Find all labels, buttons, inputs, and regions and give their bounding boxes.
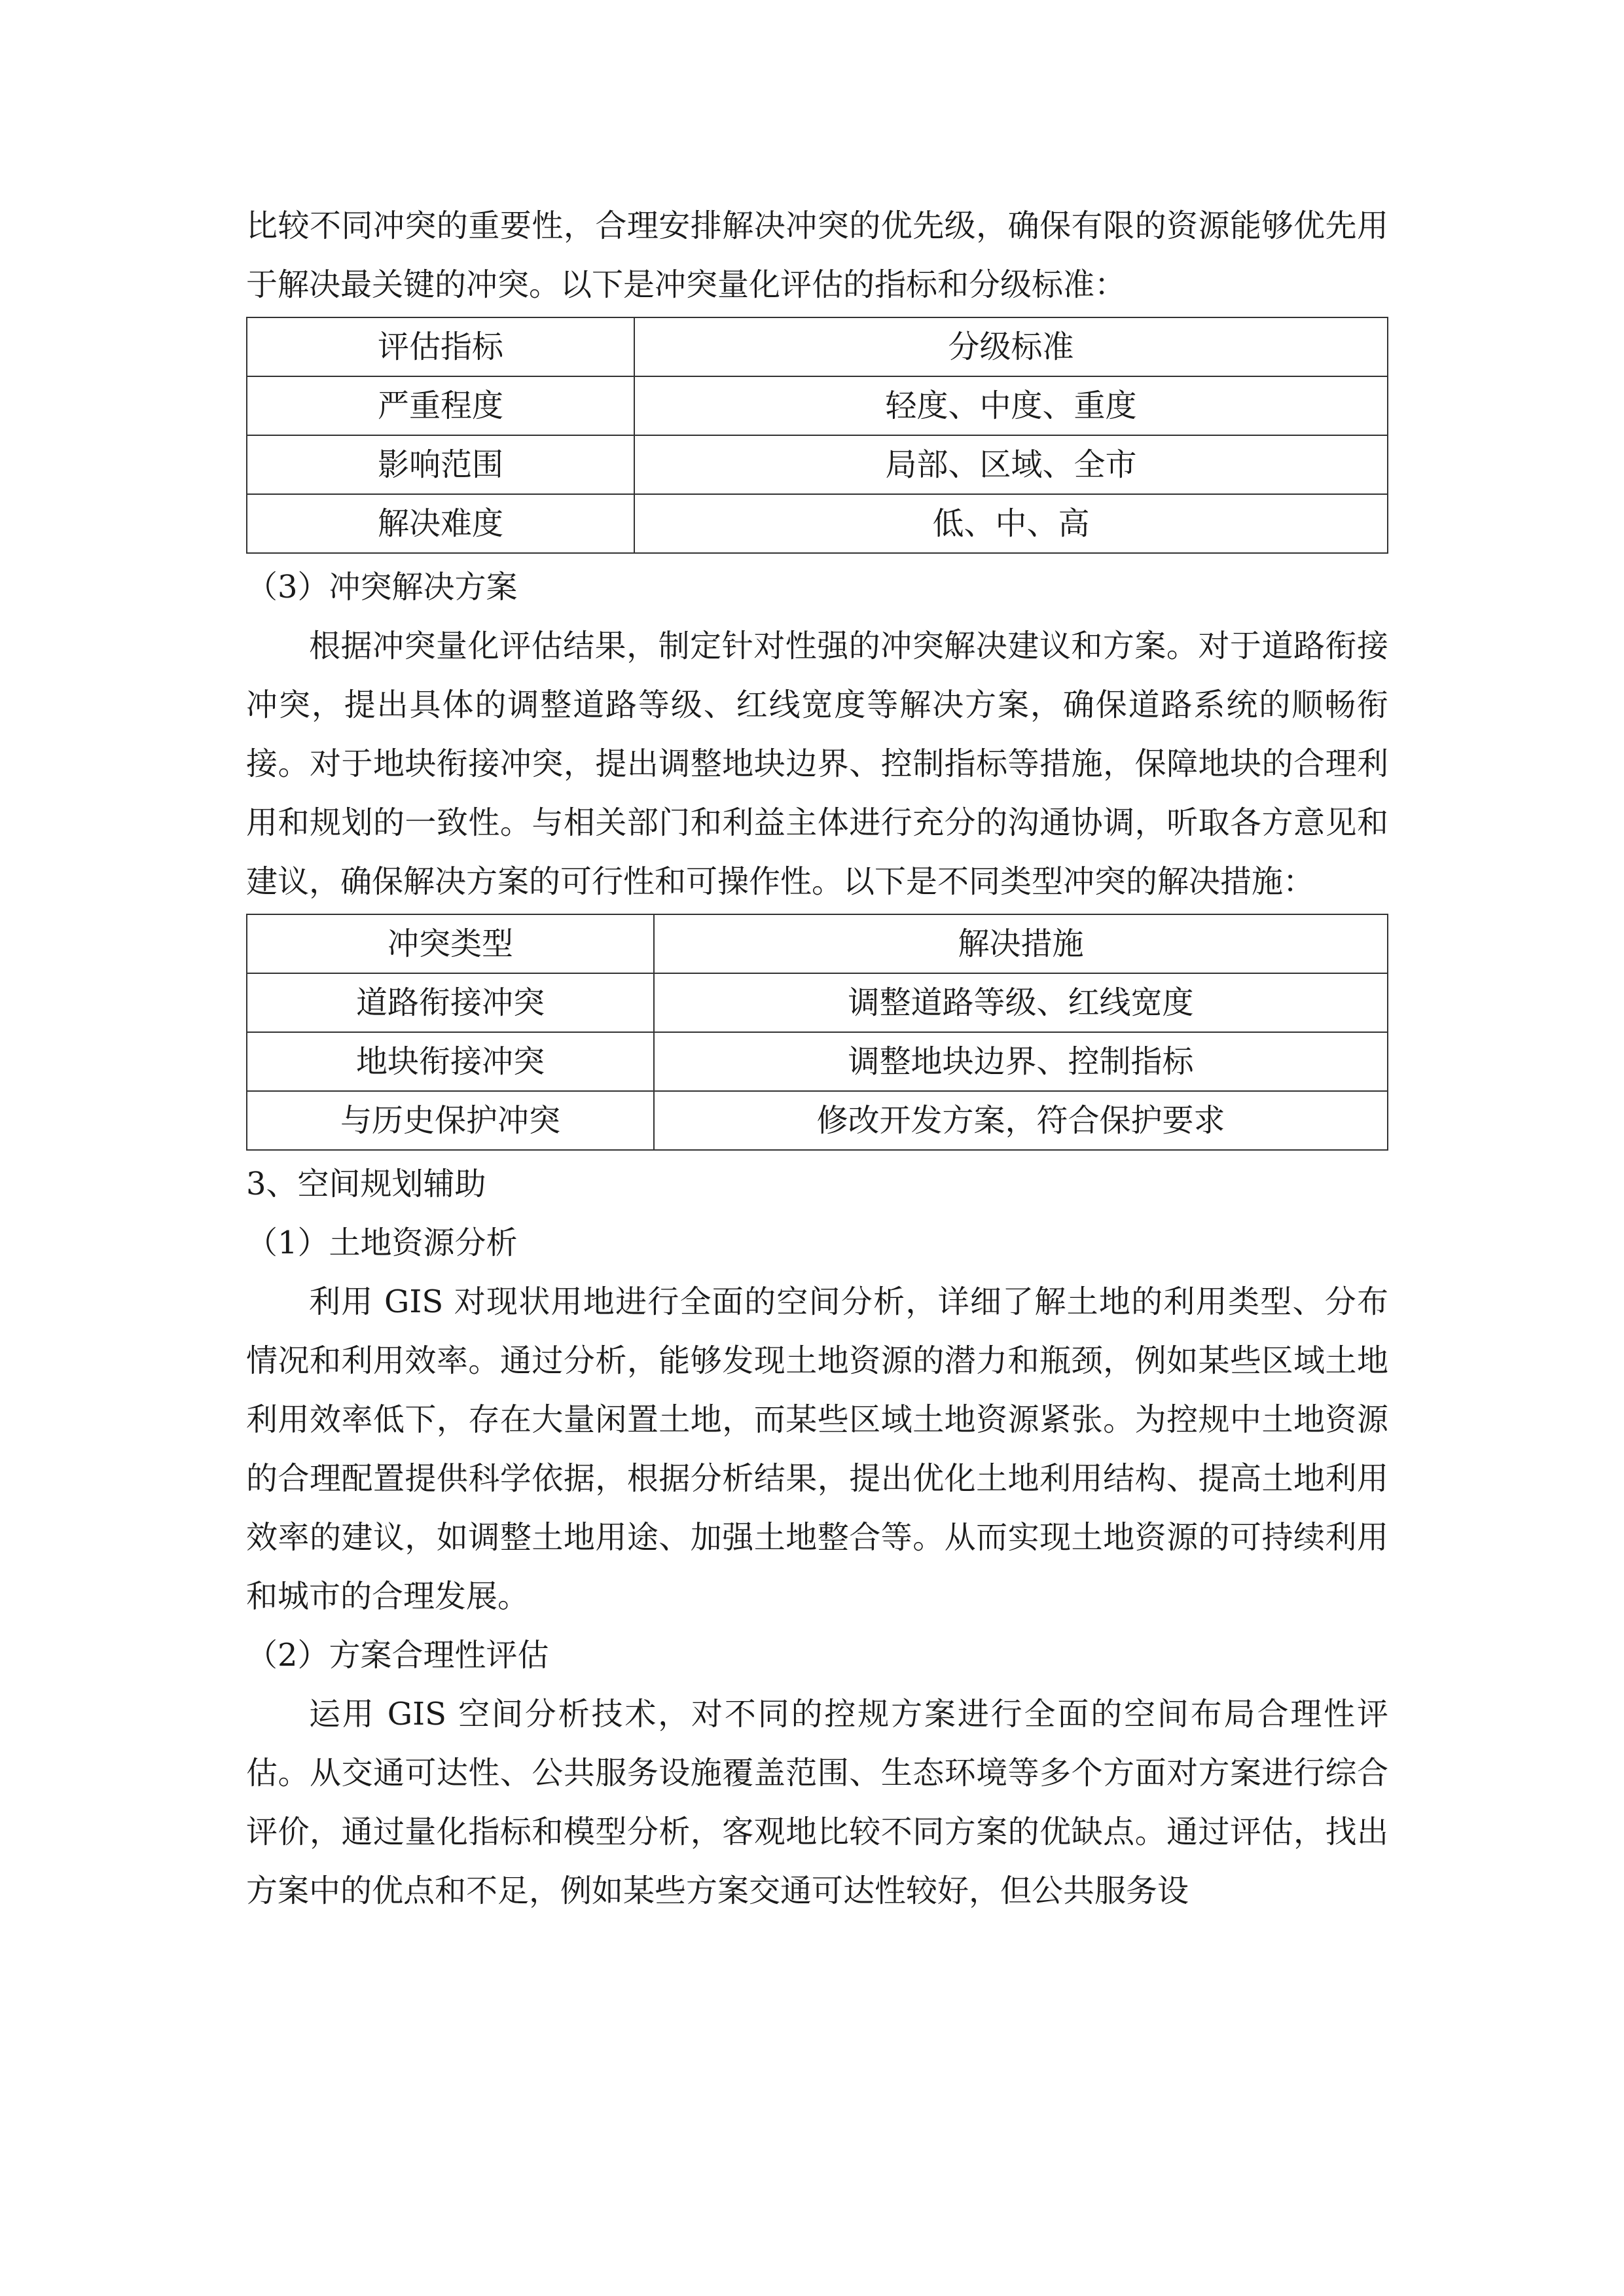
table-header-cell: 评估指标 [247, 317, 634, 376]
table-cell: 地块衔接冲突 [247, 1032, 654, 1091]
table-row [247, 435, 1388, 494]
table-header-row [247, 914, 1388, 973]
table-cell: 局部、区域、全市 [634, 435, 1388, 494]
table-row [247, 1032, 1388, 1091]
section-heading-conflict-resolution: （3）冲突解决方案 [246, 569, 518, 605]
table-row [247, 973, 1388, 1032]
table-cell: 轻度、中度、重度 [634, 376, 1388, 435]
table-row [247, 494, 1388, 553]
table-cell: 解决难度 [247, 494, 634, 553]
table-header-row [247, 317, 1388, 376]
table-cell: 调整道路等级、红线宽度 [654, 973, 1388, 1032]
table-header-cell: 冲突类型 [247, 914, 654, 973]
paragraph-intro: 比较不同冲突的重要性，合理安排解决冲突的优先级，确保有限的资源能够优先用于解决最关键的冲突。以下是冲突量化评估的指标和分级标准： [246, 207, 1388, 303]
resolution-measures-table [246, 914, 1388, 1151]
table-cell: 与历史保护冲突 [247, 1091, 654, 1150]
table-row [247, 1091, 1388, 1150]
table-cell: 低、中、高 [634, 494, 1388, 553]
table-header-cell: 解决措施 [654, 914, 1388, 973]
section-heading-spatial-planning: 3、空间规划辅助 [246, 1166, 486, 1202]
paragraph-plan-evaluation: 运用 GIS 空间分析技术，对不同的控规方案进行全面的空间布局合理性评估。从交通可达性、公共服务设施覆盖范围、生态环境等多个方面对方案进行综合评价，通过量化指标和模型分析，客观地比较不同方案的优缺点。通过评估，找出方案中的优点和不足，例如某些方案交通可达性较好，但公共服务设 [246, 1696, 1388, 1909]
document-page [246, 196, 1388, 1920]
table-row [247, 376, 1388, 435]
section-heading-land-resource: （1）土地资源分析 [246, 1225, 518, 1261]
table-cell: 严重程度 [247, 376, 634, 435]
table-cell: 调整地块边界、控制指标 [654, 1032, 1388, 1091]
table-cell: 道路衔接冲突 [247, 973, 654, 1032]
table-header-cell: 分级标准 [634, 317, 1388, 376]
table-cell: 修改开发方案，符合保护要求 [654, 1091, 1388, 1150]
evaluation-criteria-table [246, 317, 1388, 554]
table-cell: 影响范围 [247, 435, 634, 494]
paragraph-conflict-resolution: 根据冲突量化评估结果，制定针对性强的冲突解决建议和方案。对于道路衔接冲突，提出具体的调整道路等级、红线宽度等解决方案，确保道路系统的顺畅衔接。对于地块衔接冲突，提出调整地块边界、控制指标等措施，保障地块的合理利用和规划的一致性。与相关部门和利益主体进行充分的沟通协调，听取各方意见和建议，确保解决方案的可行性和可操作性。以下是不同类型冲突的解决措施： [246, 628, 1388, 900]
paragraph-land-resource: 利用 GIS 对现状用地进行全面的空间分析，详细了解土地的利用类型、分布情况和利用效率。通过分析，能够发现土地资源的潜力和瓶颈，例如某些区域土地利用效率低下，存在大量闲置土地，而某些区域土地资源紧张。为控规中土地资源的合理配置提供科学依据，根据分析结果，提出优化土地利用结构、提高土地利用效率的建议，如调整土地用途、加强土地整合等。从而实现土地资源的可持续利用和城市的合理发展。 [246, 1283, 1388, 1615]
section-heading-plan-evaluation: （2）方案合理性评估 [246, 1637, 549, 1674]
